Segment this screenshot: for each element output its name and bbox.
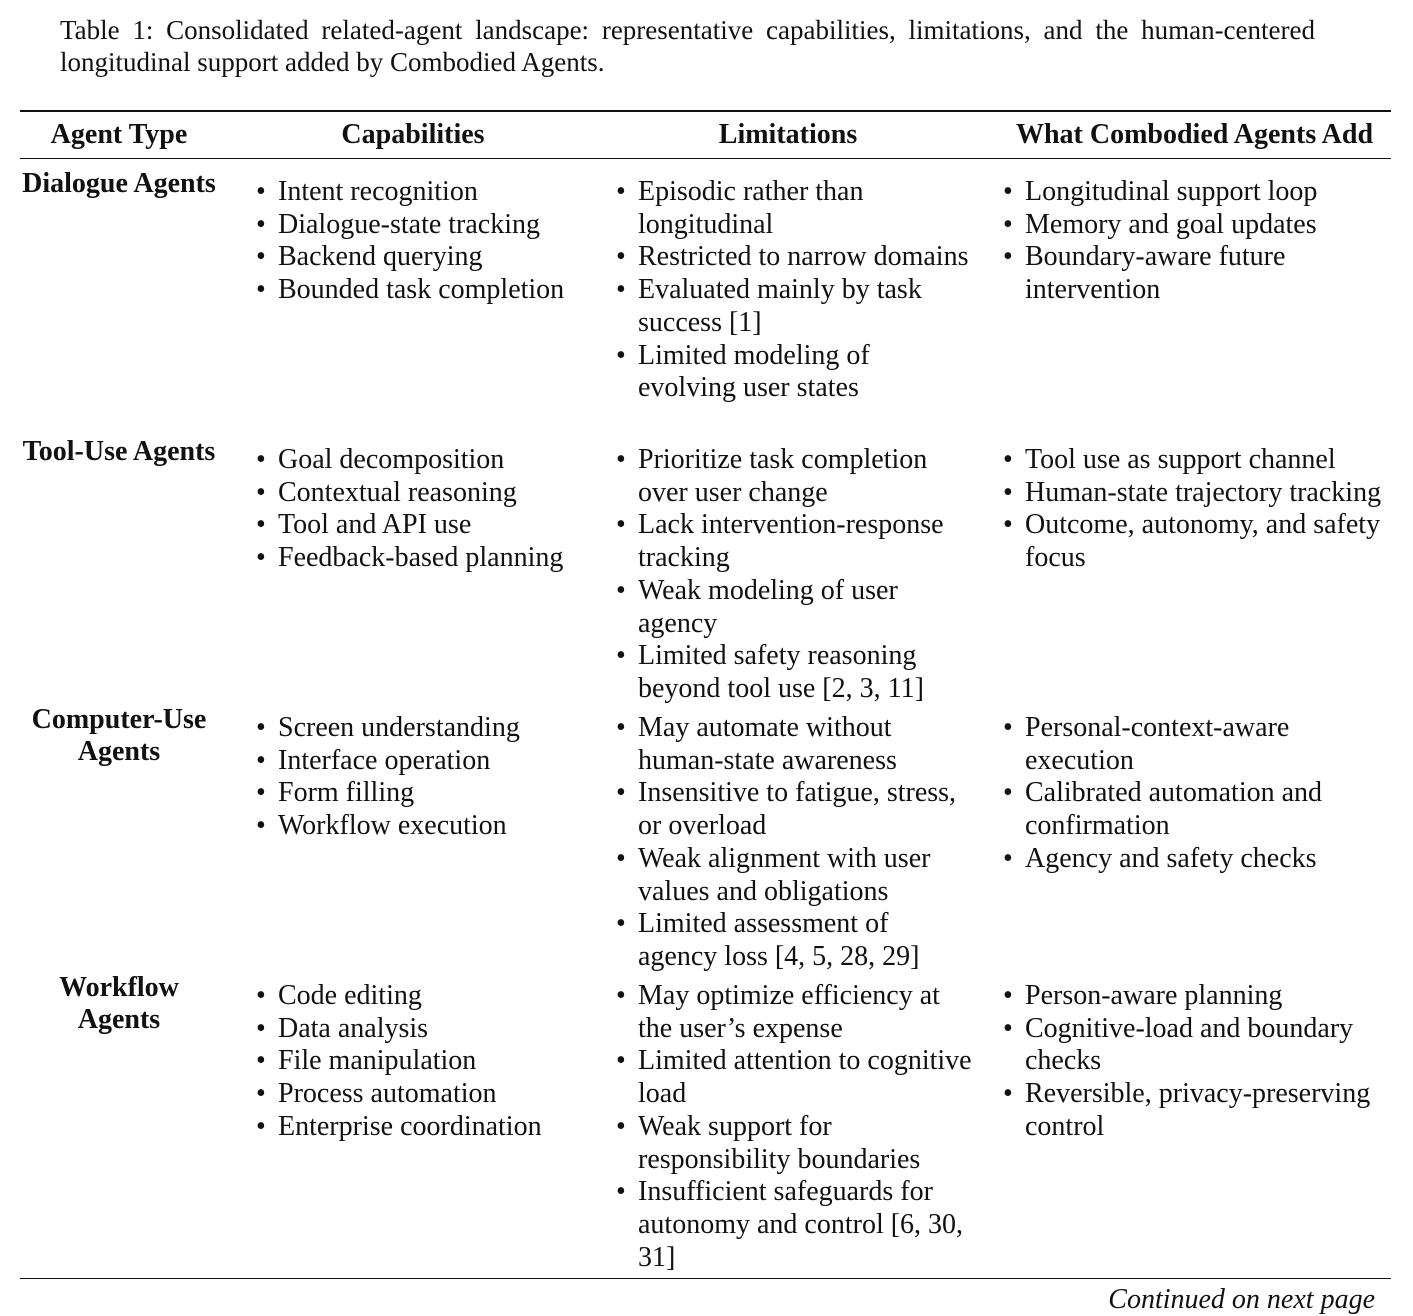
list-item: • Tool and API use	[256, 509, 596, 542]
list-item: • Screen understanding	[256, 712, 596, 745]
capabilities-cell	[256, 176, 596, 307]
limitations-list	[616, 444, 972, 706]
table-top-rule	[20, 110, 1391, 112]
limitations-cell	[616, 712, 972, 974]
header-capabilities: Capabilities	[341, 119, 485, 150]
agent-type-cell: Dialogue Agents	[22, 168, 216, 199]
adds-cell	[1003, 980, 1393, 1144]
list-item: • Feedback-based planning	[256, 542, 596, 575]
list-item: • Insufficient safeguards for autonomy and control [6, 30, 31]	[616, 1176, 972, 1274]
limitations-cell	[616, 444, 972, 706]
list-item: • Episodic rather than longitudinal	[616, 176, 972, 241]
capabilities-list	[256, 712, 596, 843]
adds-list	[1003, 176, 1393, 307]
adds-cell	[1003, 444, 1393, 575]
list-item: • Insensitive to fatigue, stress, or overload	[616, 777, 972, 842]
list-item: • Code editing	[256, 980, 596, 1013]
list-item: • Enterprise coordination	[256, 1111, 596, 1144]
adds-list	[1003, 444, 1393, 575]
list-item: • Tool use as support channel	[1003, 444, 1393, 477]
limitations-list	[616, 980, 972, 1274]
list-item: • Lack intervention-response tracking	[616, 509, 972, 574]
list-item: • Bounded task completion	[256, 274, 596, 307]
list-item: • Contextual reasoning	[256, 477, 596, 510]
table-header-rule	[20, 158, 1391, 159]
limitations-list	[616, 712, 972, 974]
list-item: • Human-state trajectory tracking	[1003, 477, 1393, 510]
header-agent-type: Agent Type	[50, 119, 188, 150]
header-what-combodied-agents-add: What Combodied Agents Add	[1015, 119, 1374, 150]
list-item: • Dialogue-state tracking	[256, 209, 596, 242]
list-item: • Reversible, privacy-preserving control	[1003, 1078, 1393, 1143]
list-item: • Weak support for responsibility boundaries	[616, 1111, 972, 1176]
list-item: • Limited assessment of agency loss [4, 5, 28, 29]	[616, 908, 972, 973]
list-item: • Limited safety reasoning beyond tool use [2, 3, 11]	[616, 640, 972, 705]
capabilities-list	[256, 444, 596, 575]
adds-cell	[1003, 176, 1393, 307]
agent-type-cell: Tool-Use Agents	[22, 436, 216, 467]
list-item: • Evaluated mainly by task success [1]	[616, 274, 972, 339]
list-item: • Intent recognition	[256, 176, 596, 209]
list-item: • File manipulation	[256, 1045, 596, 1078]
capabilities-cell	[256, 444, 596, 575]
list-item: • May automate without human-state awareness	[616, 712, 972, 777]
limitations-cell	[616, 980, 972, 1274]
limitations-list	[616, 176, 972, 405]
capabilities-cell	[256, 980, 596, 1144]
capabilities-list	[256, 176, 596, 307]
adds-list	[1003, 712, 1393, 876]
list-item: • Restricted to narrow domains	[616, 241, 972, 274]
list-item: • Agency and safety checks	[1003, 843, 1393, 876]
list-item: • Memory and goal updates	[1003, 209, 1393, 242]
list-item: • Prioritize task completion over user change	[616, 444, 972, 509]
list-item: • Personal-context-aware execution	[1003, 712, 1393, 777]
list-item: • Limited modeling of evolving user states	[616, 340, 972, 405]
list-item: • Data analysis	[256, 1013, 596, 1046]
list-item: • Goal decomposition	[256, 444, 596, 477]
list-item: • Process automation	[256, 1078, 596, 1111]
continued-note: Continued on next page	[1108, 1284, 1375, 1315]
list-item: • Weak modeling of user agency	[616, 575, 972, 640]
table-bottom-rule	[20, 1278, 1391, 1279]
header-limitations: Limitations	[718, 119, 858, 150]
list-item: • Longitudinal support loop	[1003, 176, 1393, 209]
list-item: • Person-aware planning	[1003, 980, 1393, 1013]
list-item: • Weak alignment with user values and obligations	[616, 843, 972, 908]
agent-type-cell: Computer-Use Agents	[31, 704, 207, 767]
list-item: • May optimize efficiency at the user’s expense	[616, 980, 972, 1045]
list-item: • Calibrated automation and confirmation	[1003, 777, 1393, 842]
list-item: • Interface operation	[256, 745, 596, 778]
list-item: • Workflow execution	[256, 810, 596, 843]
agent-type-cell: Workflow Agents	[59, 972, 179, 1035]
limitations-cell	[616, 176, 972, 405]
table-header-row	[20, 113, 1391, 157]
list-item: • Boundary-aware future intervention	[1003, 241, 1393, 306]
capabilities-list	[256, 980, 596, 1144]
list-item: • Form filling	[256, 777, 596, 810]
list-item: • Backend querying	[256, 241, 596, 274]
adds-cell	[1003, 712, 1393, 876]
table-caption: Table 1: Consolidated related-agent landscape: representative capabilities, limitations, and the human-centered longitudinal support added by Combodied Agents.	[60, 15, 1315, 77]
list-item: • Limited attention to cognitive load	[616, 1045, 972, 1110]
list-item: • Cognitive-load and boundary checks	[1003, 1013, 1393, 1078]
capabilities-cell	[256, 712, 596, 843]
list-item: • Outcome, autonomy, and safety focus	[1003, 509, 1393, 574]
adds-list	[1003, 980, 1393, 1144]
